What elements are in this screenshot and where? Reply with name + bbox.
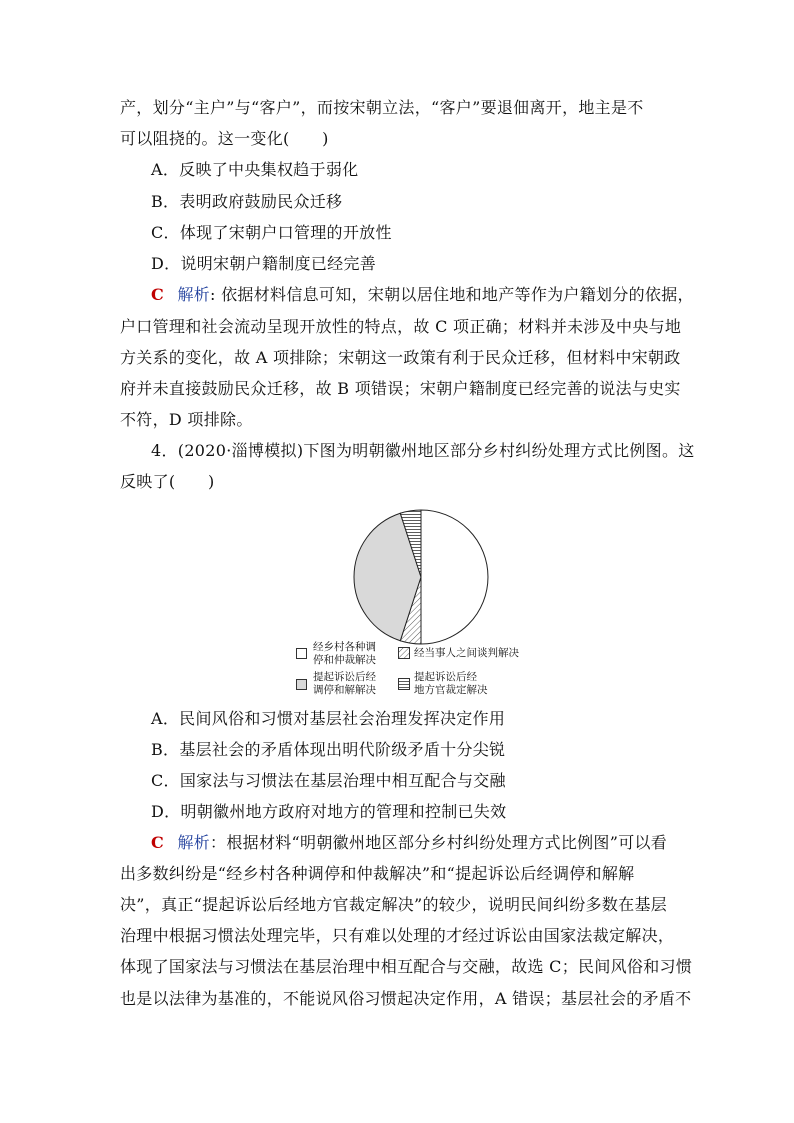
q4-option-d: D．明朝徽州地方政府对地方的管理和控制已失效	[151, 802, 507, 821]
pie-slice-1	[421, 510, 488, 644]
legend-swatch-2	[398, 647, 410, 659]
q3-analysis-label: 解析	[177, 285, 211, 304]
q4-analysis-line-6: 也是以法律为基准的，不能说风俗习惯起决定作用，A 错误；基层社会的矛盾不	[120, 989, 692, 1008]
q4-answer-letter: C	[151, 833, 165, 852]
q4-stem-line-2: 反映了( )	[120, 472, 215, 491]
q3-stem-line-1: 产，划分“主户”与“客户”，而按宋朝立法，“客户”要退佃离开，地主是不	[120, 98, 644, 117]
q3-option-b: B．表明政府鼓励民众迁移	[151, 192, 343, 211]
legend-swatch-3	[296, 679, 307, 690]
q4-analysis-label: 解析	[177, 833, 211, 852]
legend-swatch-4	[398, 678, 410, 690]
q3-option-d: D．说明宋朝户籍制度已经完善	[151, 254, 377, 273]
legend-item-3: 提起诉讼后经 调停和解解决	[313, 671, 376, 696]
q3-answer-letter: C	[151, 285, 165, 304]
q4-analysis-line-1: C 解析：根据材料“明朝徽州地区部分乡村纠纷处理方式比例图”可以看	[151, 833, 668, 852]
q3-analysis-line-3: 方关系的变化，故 A 项排除；宋朝这一政策有利于民众迁移，但材料中宋朝政	[120, 348, 681, 367]
q4-option-b: B．基层社会的矛盾体现出明代阶级矛盾十分尖锐	[151, 740, 506, 759]
q4-analysis-line-2: 出多数纠纷是“经乡村各种调停和仲裁解决”和“提起诉讼后经调停和解解	[120, 864, 635, 883]
q3-stem-line-2: 可以阻挠的。这一变化( )	[120, 129, 329, 148]
legend-item-4: 提起诉讼后经 地方官裁定解决	[414, 671, 488, 696]
q3-analysis-line-1: C 解析: 依据材料信息可知，宋朝以居住地和地产等作为户籍划分的依据，	[151, 285, 694, 304]
q4-stem-line-1: 4．(2020·淄博模拟)下图为明朝徽州地区部分乡村纠纷处理方式比例图。这	[151, 441, 695, 460]
q3-option-c: C．体现了宋朝户口管理的开放性	[151, 223, 392, 242]
q4-option-c: C．国家法与习惯法在基层治理中相互配合与交融	[151, 771, 506, 790]
legend-item-1: 经乡村各种调 停和仲裁解决	[313, 641, 376, 666]
legend-item-2: 经当事人之间谈判解决	[414, 647, 519, 659]
q4-analysis-line-4: 治理中根据习惯法处理完毕，只有难以处理的才经过诉讼由国家法裁定解决，	[120, 926, 675, 945]
q4-analysis-line-3: 决”，真正“提起诉讼后经地方官裁定解决”的较少，说明民间纠纷多数在基层	[120, 895, 668, 914]
q3-option-a: A．反映了中央集权趋于弱化	[151, 160, 359, 179]
q4-analysis-line-5: 体现了国家法与习惯法在基层治理中相互配合与交融，故选 C；民间风俗和习惯	[120, 957, 693, 976]
q3-analysis-line-2: 户口管理和社会流动呈现开放性的特点，故 C 项正确；材料并未涉及中央与地	[120, 317, 682, 336]
pie-chart	[346, 502, 496, 652]
q3-analysis-line-5: 不符，D 项排除。	[120, 410, 253, 429]
q4-option-a: A．民间风俗和习惯对基层社会治理发挥决定作用	[151, 709, 506, 728]
q3-analysis-line-4: 府并未直接鼓励民众迁移，故 B 项错误；宋朝户籍制度已经完善的说法与史实	[120, 379, 681, 398]
legend-swatch-1	[296, 648, 307, 659]
